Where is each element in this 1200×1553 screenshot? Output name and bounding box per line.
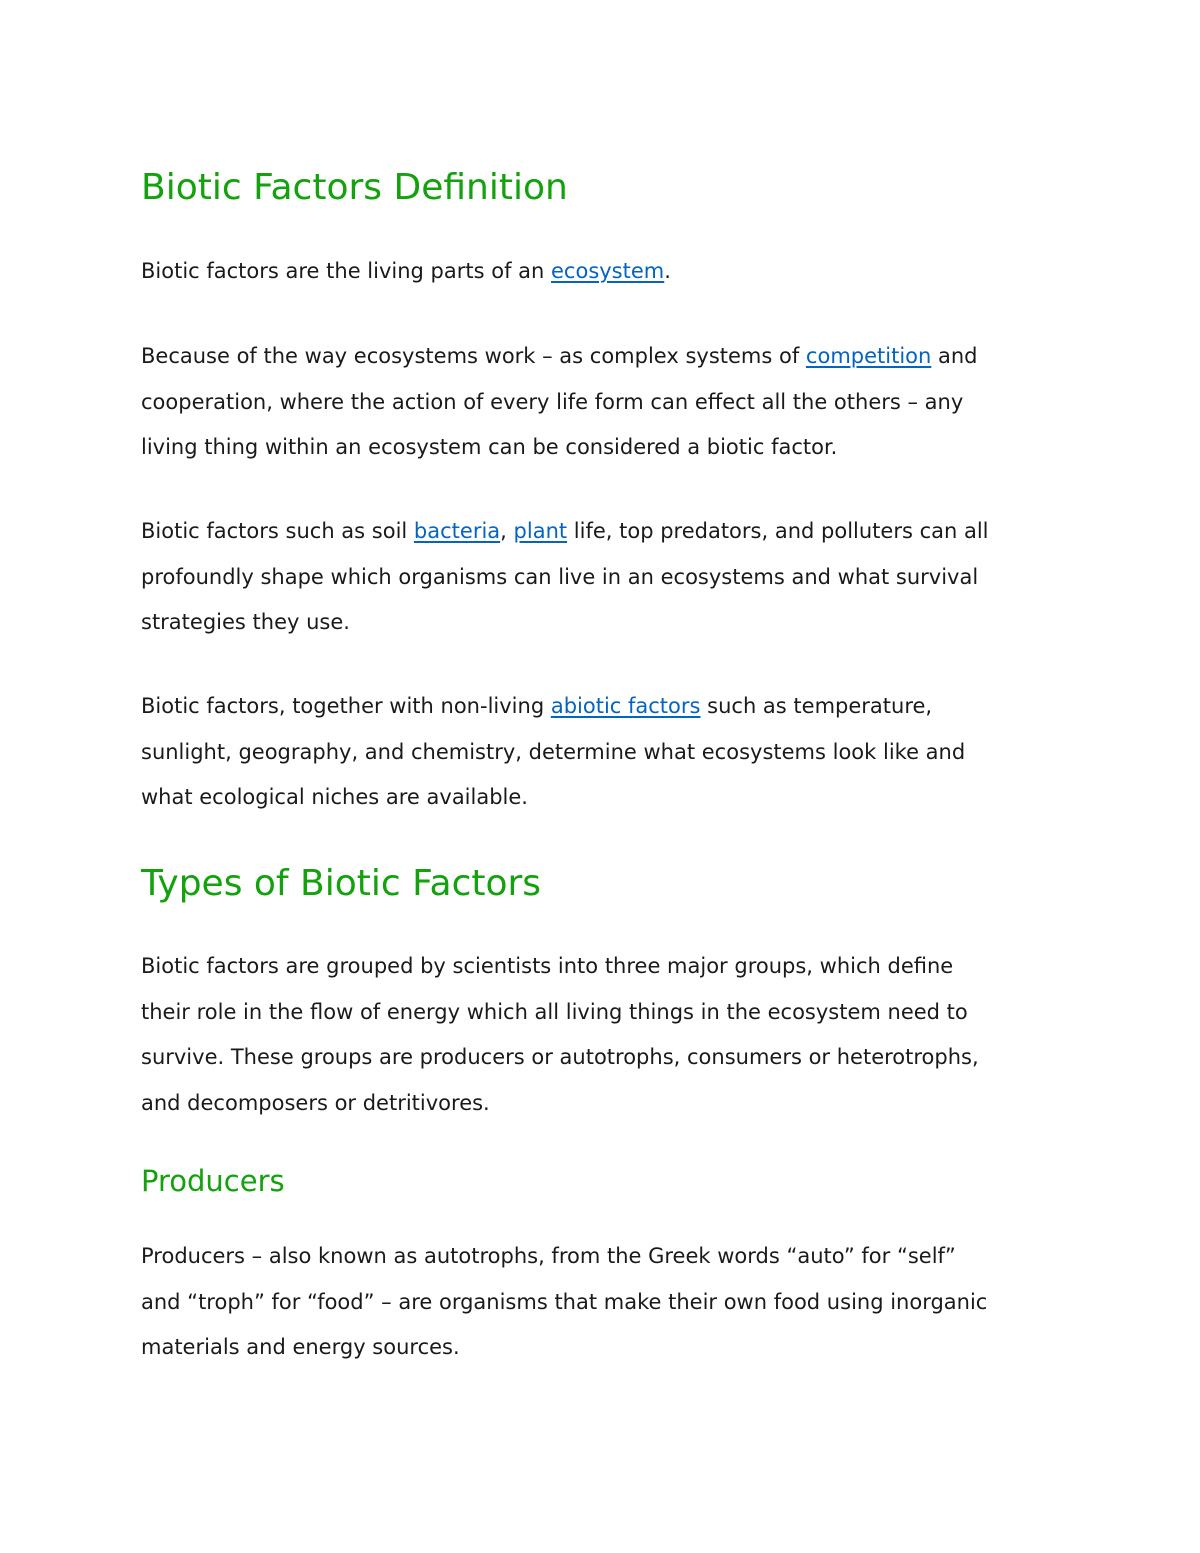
text-segment: ,	[500, 519, 514, 543]
link-plant[interactable]: plant	[513, 519, 568, 543]
paragraph-line	[141, 334, 1061, 380]
paragraph-line	[141, 509, 1061, 555]
link-competition[interactable]: competition	[805, 344, 932, 368]
text-segment: .	[664, 259, 671, 283]
paragraph-types	[141, 944, 1061, 1126]
paragraph-line: and decomposers or detritivores.	[141, 1090, 490, 1115]
paragraph-line: their role in the flow of energy which all living things in the ecosystem need to	[141, 999, 968, 1024]
paragraph-line: Producers – also known as autotrophs, from the Greek words “auto” for “self”	[141, 1244, 956, 1268]
text-segment: Biotic factors, together with non-living	[141, 694, 551, 718]
paragraph-line: and “troph” for “food” – are organisms that make their own food using inorganic	[141, 1289, 988, 1314]
paragraph-line: strategies they use.	[141, 610, 350, 634]
paragraph-line: Biotic factors are grouped by scientists into three major groups, which define	[141, 954, 954, 978]
paragraph-line: what ecological niches are available.	[141, 785, 528, 809]
text-segment: such as temperature,	[700, 694, 933, 718]
paragraph-definition	[141, 249, 1061, 295]
heading-biotic-factors-definition: Biotic Factors Definition	[141, 167, 568, 208]
text-segment: Because of the way ecosystems work – as complex systems of	[141, 344, 806, 368]
paragraph-biotic-examples	[141, 509, 1061, 646]
heading-types-of-biotic-factors: Types of Biotic Factors	[141, 863, 542, 904]
text-segment: Biotic factors such as soil	[141, 519, 414, 543]
text-segment: life, top predators, and polluters can all	[567, 519, 989, 543]
paragraph-producers	[141, 1234, 1061, 1371]
heading-producers: Producers	[141, 1164, 285, 1198]
paragraph-line: profoundly shape which organisms can live in an ecosystems and what survival	[141, 564, 979, 589]
paragraph-line	[141, 249, 1061, 295]
link-ecosystem[interactable]: ecosystem	[551, 259, 665, 283]
link-abiotic-factors[interactable]: abiotic factors	[550, 694, 701, 718]
paragraph-line: living thing within an ecosystem can be considered a biotic factor.	[141, 435, 838, 459]
paragraph-line: survive. These groups are producers or autotrophs, consumers or heterotrophs,	[141, 1045, 979, 1069]
paragraph-ecosystems-work	[141, 334, 1061, 471]
paragraph-line: cooperation, where the action of every life form can effect all the others – any	[141, 389, 964, 414]
link-bacteria[interactable]: bacteria	[413, 519, 501, 543]
paragraph-line: materials and energy sources.	[141, 1335, 460, 1359]
text-segment: Biotic factors are the living parts of an	[141, 259, 551, 283]
paragraph-line	[141, 684, 1061, 730]
paragraph-line: sunlight, geography, and chemistry, determine what ecosystems look like and	[141, 739, 966, 764]
paragraph-abiotic	[141, 684, 1061, 821]
text-segment: and	[931, 344, 978, 368]
